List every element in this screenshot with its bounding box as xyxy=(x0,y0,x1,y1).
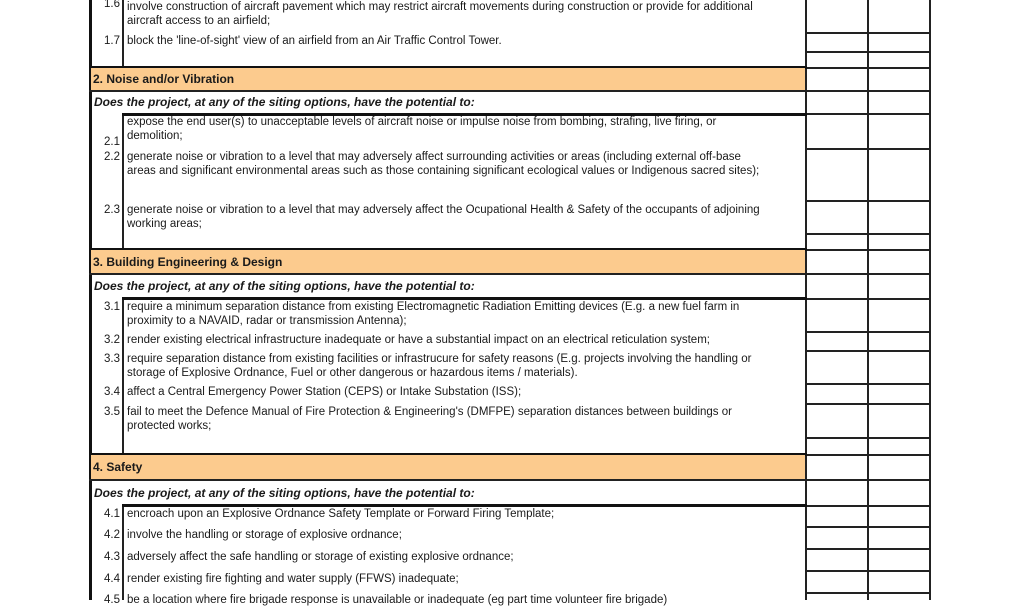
check-row-line xyxy=(806,505,931,507)
item-text-line: storage of Explosive Ordnance, Fuel or other dangerous or hazardous items / materials). xyxy=(127,367,578,379)
item-number: 4.5 xyxy=(104,594,120,606)
item-number: 1.7 xyxy=(104,35,120,47)
item-number: 2.1 xyxy=(104,136,120,148)
check-row-line xyxy=(806,148,931,150)
item-number: 1.6 xyxy=(104,0,120,10)
item-number: 3.5 xyxy=(104,406,120,418)
number-column-divider-2 xyxy=(122,114,124,248)
item-text xyxy=(127,115,803,143)
number-column-divider-4 xyxy=(122,505,124,600)
item-text-line: generate noise or vibration to a level that may adversely affect the Ocupational Health & Safety of the occupants of adjoining xyxy=(127,204,760,216)
section-divider xyxy=(89,479,807,481)
check-row-line xyxy=(806,548,931,550)
check-cell-1-6-a[interactable] xyxy=(807,0,867,32)
check-row-line xyxy=(806,67,931,69)
section-header-band xyxy=(91,455,805,479)
item-text-line: fail to meet the Defence Manual of Fire Protection & Engineering's (DMFPE) separation distances between buildings or xyxy=(127,406,732,418)
item-text: adversely affect the safe handling or storage of existing explosive ordnance; xyxy=(127,551,514,563)
check-row-line xyxy=(806,479,931,481)
item-text: encroach upon an Explosive Ordnance Safety Template or Forward Firing Template; xyxy=(127,508,555,520)
item-text-line: require separation distance from existing facilities or infrastrucure for safety reasons (E.g. projects involving the handling or xyxy=(127,353,752,365)
item-number: 3.3 xyxy=(104,353,120,365)
item-text-line: involve construction of aircraft pavement which may restrict aircraft movements during construction or provide for additional xyxy=(127,1,753,13)
item-text-line: protected works; xyxy=(127,420,212,432)
item-text xyxy=(127,203,803,231)
item-text-line: areas and significant environmental areas such as those containing significant ecological values or Indigenous sacred sites); xyxy=(127,165,760,177)
section-divider xyxy=(89,273,807,275)
item-text xyxy=(127,352,803,380)
check-row-line xyxy=(806,454,931,456)
section-title: 2. Noise and/or Vibration xyxy=(93,72,235,86)
check-row-line xyxy=(806,298,931,300)
item-text-line: expose the end user(s) to unacceptable levels of aircraft noise or impulse noise from bombing, strafing, live firing, or xyxy=(127,116,717,128)
item-text: render existing fire fighting and water supply (FFWS) inadequate; xyxy=(127,573,459,585)
item-number: 2.2 xyxy=(104,151,120,163)
item-text: render existing electrical infrastructure inadequate or have a substantial impact on an electrical reticulation system; xyxy=(127,334,710,346)
item-number: 4.1 xyxy=(104,508,120,520)
item-text-line: proximity to a NAVAID, radar or transmission Antenna); xyxy=(127,315,407,327)
check-row-line xyxy=(806,350,931,352)
item-number: 3.2 xyxy=(104,334,120,346)
item-number: 3.1 xyxy=(104,301,120,313)
check-row-line xyxy=(806,526,931,528)
check-cell-1-6-b[interactable] xyxy=(869,0,929,32)
check-row-line xyxy=(806,273,931,275)
check-row-line xyxy=(806,331,931,333)
check-row-line xyxy=(806,233,931,235)
check-row-line xyxy=(806,437,931,439)
item-text-line: require a minimum separation distance from existing Electromagnetic Radiation Emitting devices (E.g. a new fuel farm in xyxy=(127,301,740,313)
section-title: 3. Building Engineering & Design xyxy=(93,255,283,269)
item-text xyxy=(127,150,803,178)
section-prompt: Does the project, at any of the siting options, have the potential to: xyxy=(94,95,475,109)
item-text-line: generate noise or vibration to a level that may adversely affect surrounding activities or areas (including external off-base xyxy=(127,151,741,163)
item-number: 2.3 xyxy=(104,204,120,216)
section-divider xyxy=(89,90,807,92)
number-column-divider-3 xyxy=(122,298,124,453)
item-number: 4.2 xyxy=(104,529,120,541)
check-row-line xyxy=(806,90,931,92)
check-row-line xyxy=(806,32,931,34)
item-number: 4.3 xyxy=(104,551,120,563)
check-row-line xyxy=(806,113,931,115)
item-text: affect a Central Emergency Power Station (CEPS) or Intake Substation (ISS); xyxy=(127,386,522,398)
check-row-line xyxy=(806,249,931,251)
check-row-line xyxy=(806,592,931,594)
item-text-line: aircraft access to an airfield; xyxy=(127,15,271,27)
item-text-line: working areas; xyxy=(127,218,202,230)
item-text: be a location where fire brigade response is unavailable or inadequate (eg part time volunteer fire brigade) xyxy=(127,594,668,606)
item-text: block the 'line-of-sight' view of an airfield from an Air Traffic Control Tower. xyxy=(127,35,502,47)
section-prompt: Does the project, at any of the siting options, have the potential to: xyxy=(94,486,475,500)
item-number: 4.4 xyxy=(104,573,120,585)
check-row-line xyxy=(806,51,931,53)
item-text-line: demolition; xyxy=(127,130,183,142)
check-row-line xyxy=(806,570,931,572)
item-text xyxy=(127,0,803,28)
section-prompt: Does the project, at any of the siting options, have the potential to: xyxy=(94,279,475,293)
check-row-line xyxy=(806,200,931,202)
item-text xyxy=(127,300,803,328)
check-row-line xyxy=(806,383,931,385)
item-text: involve the handling or storage of explosive ordnance; xyxy=(127,529,402,541)
number-column-divider-1 xyxy=(122,0,124,66)
section-title: 4. Safety xyxy=(93,460,143,474)
item-number: 3.4 xyxy=(104,386,120,398)
check-row-line xyxy=(806,403,931,405)
item-text xyxy=(127,405,803,433)
